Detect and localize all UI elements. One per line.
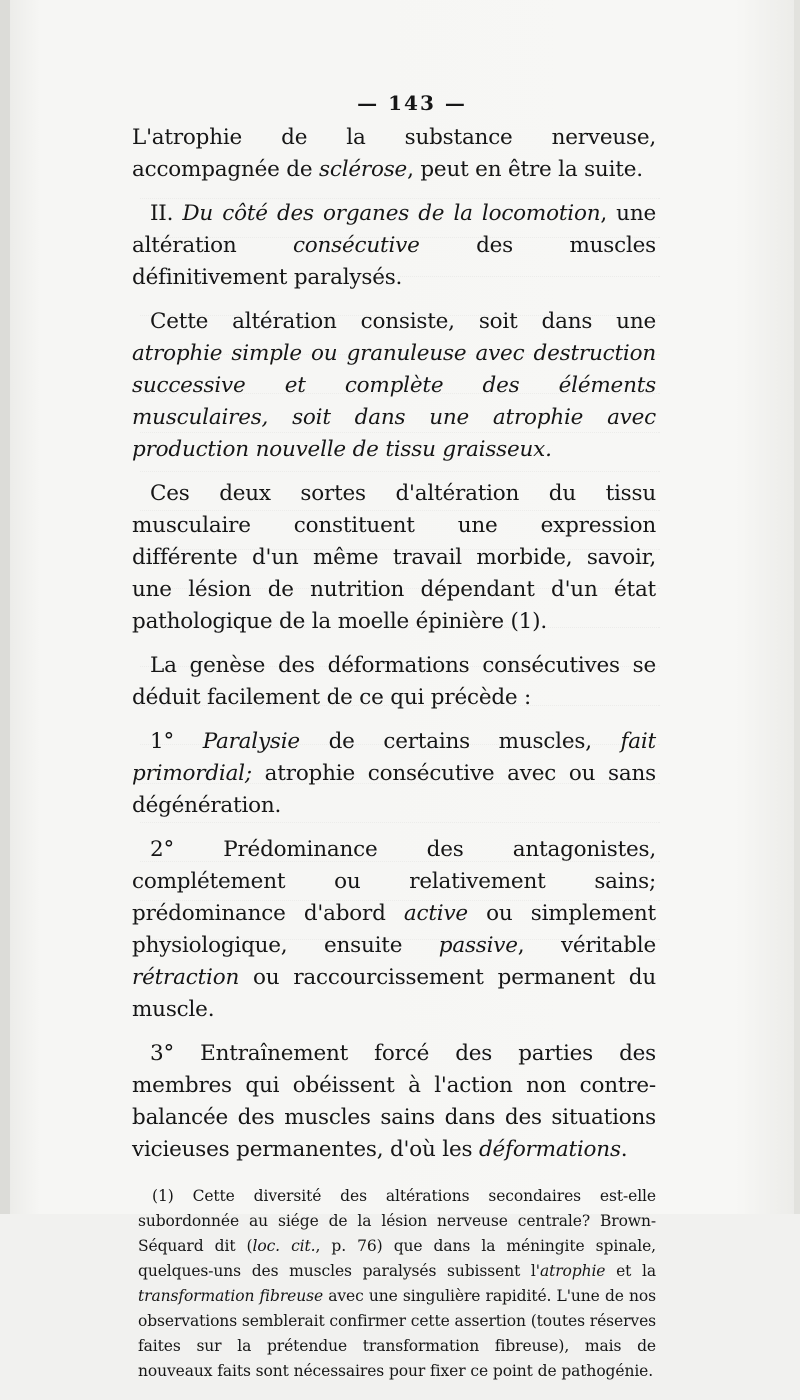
page-content: [132, 86, 656, 1400]
page-edge-left: [0, 0, 10, 1214]
paragraph-6: 1° Paralysie de certains muscles, fait primordial; atrophie consécutive avec ou sans dégénération.: [132, 729, 656, 818]
paragraph-4: Ces deux sortes d'altération du tissu musculaire constituent une expression différente d'un même travail morbide, savoir, une lésion de nutrition dépendant d'un état pathologique de la moelle épinière (1).: [132, 481, 656, 634]
paragraph-8: 3° Entraînement forcé des parties des membres qui obéissent à l'action non contre-balancée des muscles sains dans des situations vicieuses permanentes, d'où les déformations.: [132, 1041, 656, 1162]
page-number: — 143 —: [357, 91, 467, 115]
paragraph-5: La genèse des déformations consécutives se déduit facilement de ce qui précède :: [132, 653, 656, 710]
paragraph-2: II. Du côté des organes de la locomotion, une altération consécutive des muscles définitivement paralysés.: [132, 201, 656, 290]
footnotes: [132, 1184, 656, 1384]
paragraph-7: 2° Prédominance des antagonistes, complétement ou relativement sains; prédominance d'abord active ou simplement physiologique, ensuite passive, véritable rétraction ou raccourcissement permanent du muscle.: [132, 837, 656, 1022]
paragraph-3: Cette altération consiste, soit dans une atrophie simple ou granuleuse avec destruction successive et complète des éléments musculaires, soit dans une atrophie avec production nouvelle de tissu graisseux.: [132, 309, 656, 462]
page-edge-right: [794, 0, 800, 1214]
footnote-1: (1) Cette diversité des altérations secondaires est-elle subordonnée au siége de la lésion nerveuse centrale? Brown-Séquard dit (loc. cit., p. 76) que dans la méningite spinale, quelques-uns des muscles paralysés subissent l'atrophie et la transformation fibreuse avec une singulière rapidité. L'une de nos observations semblerait confirmer cette assertion (toutes réserves faites sur la prétendue transformation fibreuse), mais de nouveaux faits sont nécessaires pour fixer ce point de pathogénie.: [138, 1187, 657, 1380]
paragraph-1: L'atrophie de la substance nerveuse, accompagnée de sclérose, peut en être la suite.: [132, 125, 656, 182]
